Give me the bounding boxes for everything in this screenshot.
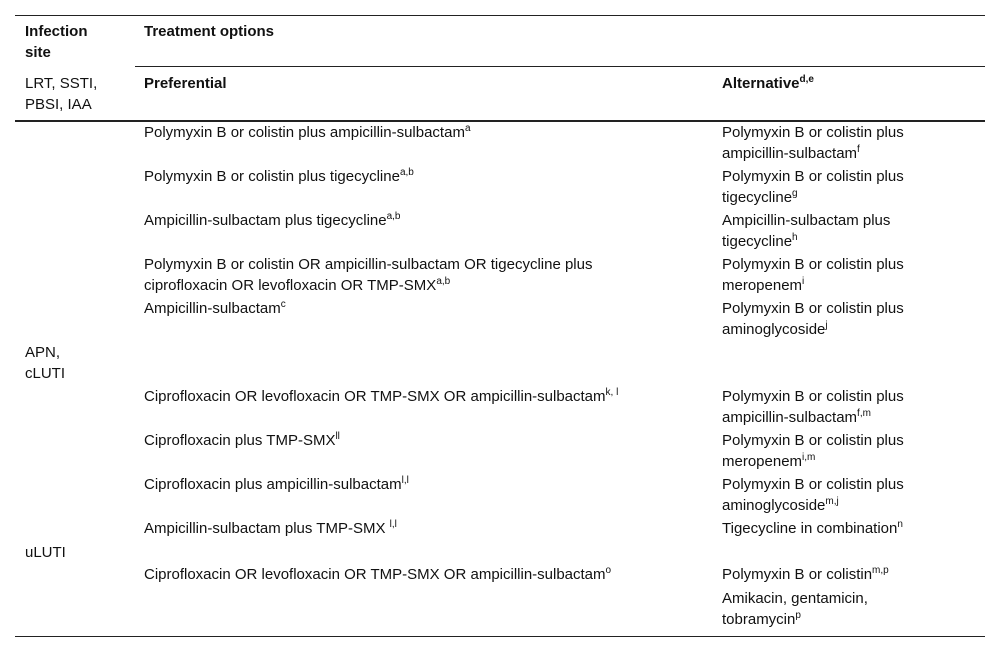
alt-row-11: Amikacin, gentamicin, tobramycin$^p$ bbox=[722, 590, 868, 628]
alt-row-5: Polymyxin B or colistin plus aminoglycoside$^j$ bbox=[722, 300, 904, 338]
pref-row-3: Ampicillin-sulbactam plus tigecycline$^{a,b}$ bbox=[144, 211, 401, 229]
site-apn-cluti: APN, cLUTI bbox=[25, 344, 66, 382]
header-treatment-options: Treatment options bbox=[144, 23, 275, 40]
alt-row-9: Tigecycline in combination$^n$ bbox=[722, 519, 903, 537]
pref-row-4: Polymyxin B or colistin OR ampicillin-sulbactam OR tigecycline plus ciprofloxacin OR levofloxacin OR TMP-SMX$^{a,b}$ bbox=[144, 256, 593, 294]
pref-row-8: Ciprofloxacin plus ampicillin-sulbactam$^{l,l}$ bbox=[144, 475, 409, 493]
site-uluti: uLUTI bbox=[25, 544, 66, 561]
alt-row-2: Polymyxin B or colistin plus tigecycline$^g$ bbox=[722, 168, 904, 206]
table-bottom-rule bbox=[15, 636, 985, 637]
alt-row-4: Polymyxin B or colistin plus meropenem$^i$ bbox=[722, 256, 904, 294]
pref-row-9: Ampicillin-sulbactam plus TMP-SMX $^{l,l}$ bbox=[144, 519, 397, 537]
alt-row-1: Polymyxin B or colistin plus ampicillin-sulbactam$^f$ bbox=[722, 124, 904, 162]
pref-row-5: Ampicillin-sulbactam$^c$ bbox=[144, 299, 286, 317]
pref-row-2: Polymyxin B or colistin plus tigecycline$^{a,b}$ bbox=[144, 167, 414, 185]
alt-row-8: Polymyxin B or colistin plus aminoglycoside$^{m,j}$ bbox=[722, 476, 904, 514]
pref-row-1: Polymyxin B or colistin plus ampicillin-sulbactam$^a$ bbox=[144, 123, 471, 141]
pref-row-6: Ciprofloxacin OR levofloxacin OR TMP-SMX OR ampicillin-sulbactam$^{k, l}$ bbox=[144, 387, 619, 405]
alt-row-7: Polymyxin B or colistin plus meropenem$^{i,m}$ bbox=[722, 432, 904, 470]
site-lrt-sst-pbsi-iaa: LRT, SSTI, PBSI, IAA bbox=[25, 75, 98, 113]
pref-row-7: Ciprofloxacin plus TMP-$SMX^{ll}$ bbox=[144, 431, 340, 449]
alt-row-6: Polymyxin B or colistin plus ampicillin-sulbactam$^{f,m}$ bbox=[722, 388, 904, 426]
pref-row-10: Ciprofloxacin OR levofloxacin OR TMP-SMX OR ampicillin-sulbactam$^o$ bbox=[144, 565, 612, 583]
alt-row-10: Polymyxin B or colistin$^{m,p}$ bbox=[722, 565, 889, 583]
alt-row-3: Ampicillin-sulbactam plus tigecycline$^h$ bbox=[722, 212, 891, 250]
header-infection-site: Infection site bbox=[25, 23, 88, 61]
treatment-options-rule bbox=[135, 66, 985, 67]
header-alternative: Alternative$^{d,e}$ bbox=[722, 74, 814, 92]
table-top-rule bbox=[15, 15, 985, 16]
header-preferential: Preferential bbox=[144, 75, 227, 92]
